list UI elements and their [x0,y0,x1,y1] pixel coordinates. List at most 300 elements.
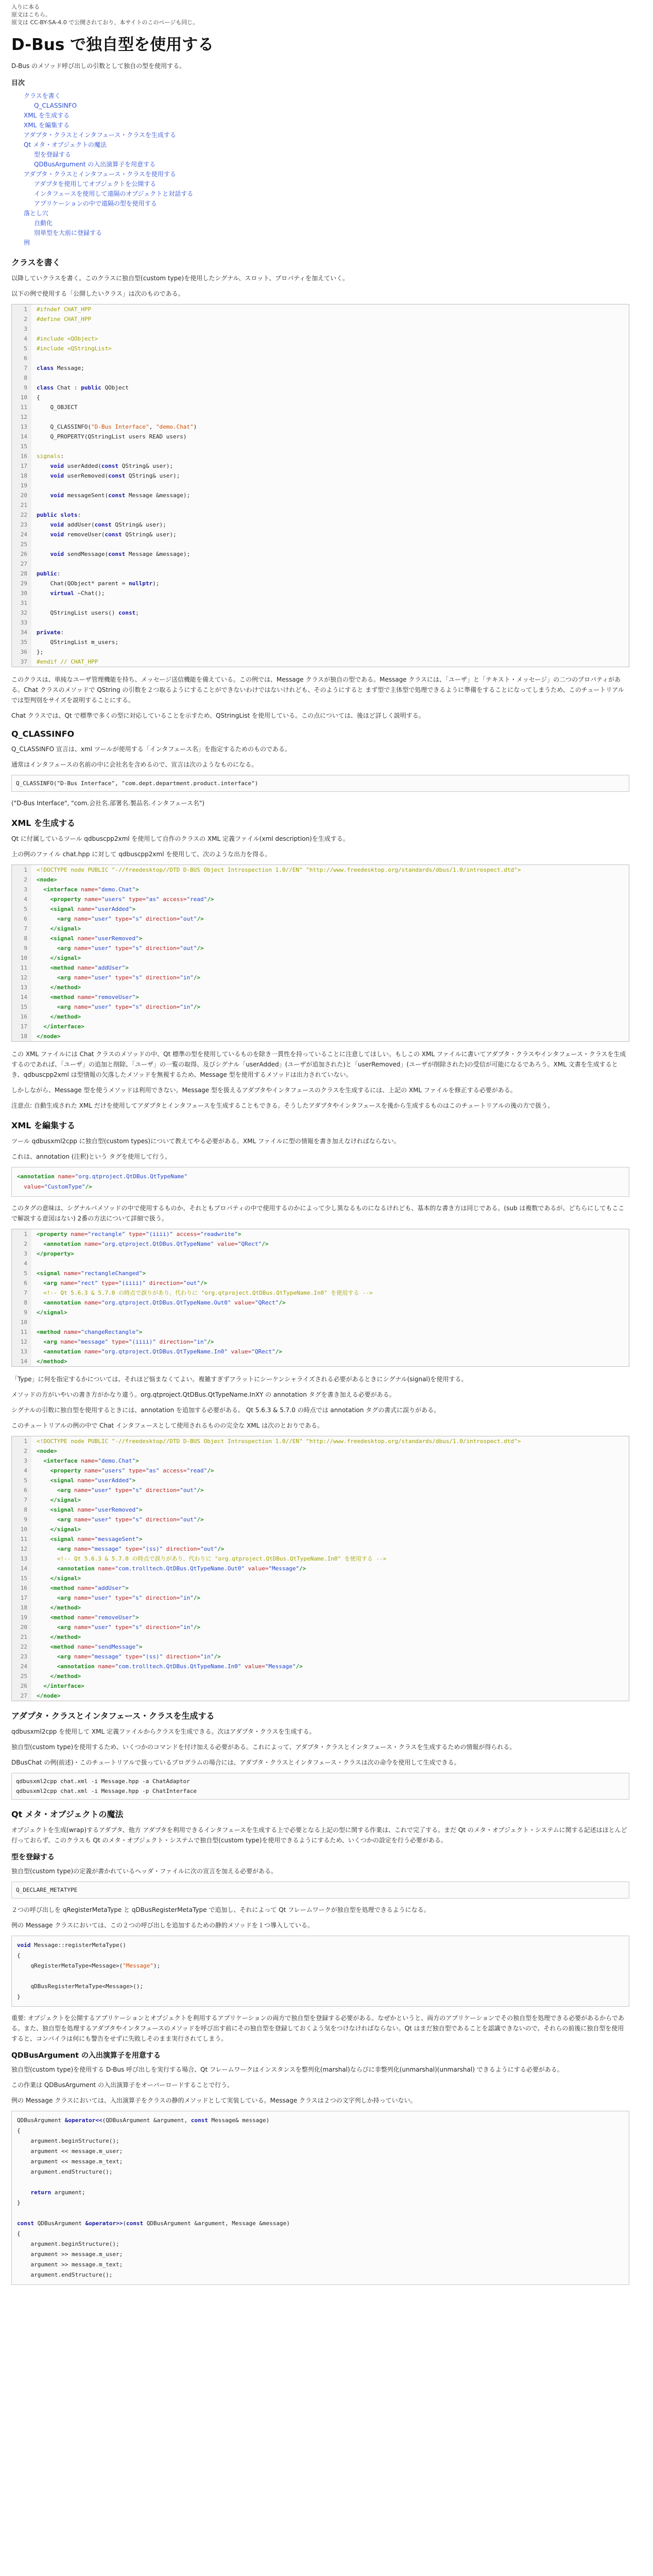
code-token: ); [153,1962,161,1969]
code-token: type= [115,1487,132,1494]
code-text [31,1544,521,1554]
code-token: "org.qtproject.QtDBus.QtTypeName" [101,1241,218,1247]
code-token: sendMessage( [67,551,109,557]
toc-link[interactable]: XML を編集する [24,122,70,129]
code-line [12,1327,373,1337]
code-token: </method> [37,1358,67,1365]
code-token: const [94,521,115,528]
code-token: <!DOCTYPE node PUBLIC "-//freedesktop//DTD D-BUS Object Introspection 1.0//EN" "http://www.freedesktop.org/standards/dbus/1.0/introspect.dtd"> [37,867,521,873]
code-token: <signal [37,935,78,942]
code-token: name= [81,1458,98,1464]
line-number: 14 [12,992,31,1002]
code-token: QDBusArgument [17,2117,65,2124]
line-number: 18 [12,471,31,481]
code-token: "com.trolltech.QtDBus.QtTypeName.In0" [115,1663,245,1670]
code-line [12,1031,521,1041]
code-token: "readwrite" [200,1231,238,1238]
code-token: <node> [37,876,57,883]
toc-link[interactable]: インタフェースを使用して遠隔のオブジェクトと対話する [34,190,194,197]
code-token: name= [77,1585,95,1591]
code-text [31,1622,521,1632]
code-token: /> [214,1653,221,1660]
code-token: name= [74,1487,91,1494]
code-token: "out" [180,1487,197,1494]
code-line [12,1524,521,1534]
code-line [12,608,197,618]
code-token: removeUser( [67,531,105,538]
code-token: Q_OBJECT [37,404,78,411]
code-line [17,2136,624,2146]
code-token: /> [200,1280,208,1286]
code-token: "out" [200,1546,218,1552]
code-token: "(ss)" [142,1653,166,1660]
line-number: 32 [12,608,31,618]
code-token: name= [74,1653,91,1660]
code-token: "s" [132,1516,146,1523]
code-line [12,363,197,373]
line-number: 10 [12,953,31,963]
toc-link[interactable]: アプリケーションの中で遠隔の型を使用する [34,200,157,207]
code-line [12,1456,521,1466]
code-token: "userAdded" [94,906,132,912]
line-number: 5 [12,1476,31,1485]
code-token: </method> [37,1673,81,1680]
code-line [12,579,197,588]
line-number: 25 [12,1671,31,1681]
code-text [31,1652,521,1662]
line-number: 4 [12,334,31,344]
paragraph: このタグの意味は、シグナルパメソッドの中で使用するものか、それともプロパティの中で使用するのかによって少し異なるものになるけれども、基本的な書き方は同じである。(sub は複数であるが、どちらにしてもここで解説する意図はない) 2番の方法について詳細で扱う。 [11,1205,625,1222]
code-token: /> [193,974,200,981]
paragraph: qdbusxml2cpp を使用して XML 定義ファイルからクラスを生成できる。次はアダプタ・クラスを生成する。 [11,1728,316,1735]
code-token: type= [101,1280,118,1286]
code-token: > [135,1458,139,1464]
line-number: 10 [12,1317,31,1327]
code-line [12,637,197,647]
section-heading: Q_CLASSINFO [11,729,75,739]
code-token: <signal [37,1270,64,1277]
line-number: 5 [12,344,31,353]
code-token: messageSent( [67,492,109,499]
code-block [11,1229,629,1367]
code-token: QObject [105,384,129,391]
code-token: , [149,423,156,430]
toc-link[interactable]: 型を登録する [34,151,72,158]
code-line [12,865,521,875]
code-token: "users" [101,1467,129,1474]
code-token: direction= [145,974,180,981]
code-token: <annotation [37,1348,84,1355]
code-token: "QRect" [251,1348,276,1355]
line-number: 24 [12,1662,31,1671]
line-number: 2 [12,1239,31,1249]
code-token: <arg [37,1653,74,1660]
code-token: const [126,2220,147,2227]
code-text [31,1466,521,1476]
section-heading: XML を生成する [11,818,76,828]
code-token: (QDBusArgument &argument, [102,2117,191,2124]
toc-link[interactable]: クラスを書く [24,92,61,99]
code-line [12,618,197,628]
code-line [12,657,197,667]
line-number: 13 [12,1554,31,1564]
code-token: <method [37,994,78,1001]
code-token: "Message" [268,1565,299,1572]
code-block [11,304,629,667]
code-line [12,1554,521,1564]
code-token: QString& user); [125,531,177,538]
line-number: 21 [12,500,31,510]
code-token: name= [60,1338,78,1345]
code-line [12,530,197,539]
code-token: type= [115,974,132,981]
code-line [12,904,521,914]
code-token: "userRemoved" [94,1506,139,1513]
code-line [12,1495,521,1505]
code-text [31,490,197,500]
code-token: void [50,492,67,499]
code-token: access= [163,896,187,903]
line-number: 7 [12,363,31,373]
code-token: name= [77,1643,95,1650]
code-text [31,963,521,973]
code-token: const [191,2117,212,2124]
line-number: 31 [12,598,31,608]
section-heading: クラスを書く [11,258,61,267]
code-token: > [132,1477,136,1484]
code-token: name= [74,1595,91,1601]
code-token: qDBusRegisterMetaType<Message>(); [17,1983,144,1990]
line-number: 11 [12,1327,31,1337]
code-text [31,885,521,894]
code-token: direction= [145,916,180,922]
code-token: type= [125,1653,143,1660]
code-token: "QRect" [254,1299,279,1306]
code-text [31,442,197,451]
code-text [31,1593,521,1603]
code-token: } [17,1993,21,2000]
code-token: name= [77,906,95,912]
code-block [11,1167,629,1197]
code-text [31,471,197,481]
line-number: 8 [12,1298,31,1308]
code-line [17,1981,624,1992]
line-number: 36 [12,647,31,657]
code-token: <signal [37,906,78,912]
line-number: 15 [12,1002,31,1012]
code-token: "out" [183,1280,200,1286]
code-line [12,628,197,637]
code-token [37,521,50,528]
toc-title: 目次 [11,79,25,87]
code-text [31,1632,521,1642]
code-token: type= [115,916,132,922]
code-text [31,894,521,904]
code-line [12,481,197,490]
code-line [12,1632,521,1642]
code-token: "s" [132,1487,146,1494]
code-line [12,982,521,992]
line-number: 20 [12,490,31,500]
code-text [31,344,197,353]
toc-link[interactable]: アダプタ・クラスとインタフェース・クラスを生成する [24,131,176,139]
code-text [31,1662,521,1671]
code-line [17,1971,624,1981]
code-token: name= [74,1516,91,1523]
line-number: 16 [12,451,31,461]
code-token: : [60,629,64,636]
code-token: /> [197,1516,204,1523]
code-text [31,1476,521,1485]
code-token: "read" [186,1467,208,1474]
code-line [12,393,197,402]
toc-link[interactable]: 自動化 [34,219,53,227]
code-token: "out" [180,916,197,922]
code-token: "rectangleChanged" [81,1270,143,1277]
code-token: QDBusArgument &argument, Message &message) [146,2220,290,2227]
code-token: argument; [54,2189,85,2196]
code-text [31,943,521,953]
code-line [17,2270,624,2280]
code-line [17,2249,624,2260]
code-line [17,1172,624,1182]
line-number: 21 [12,1632,31,1642]
code-token: <annotation [37,1241,84,1247]
code-token: <method [37,1614,78,1621]
paragraph: 独自型(custom type)の定義が書かれているヘッダ・ファイルに次の宣言を加える必要がある。 [11,1868,277,1875]
code-token: <node> [37,1448,57,1454]
code-token: > [132,906,136,912]
code-token: const [108,492,129,499]
paragraph: 注意点: 自動生成された XML だけを使用してアダプタとインタフェースを生成することもできる。そうしたアダプタやインタフェースを後から生成するものはこのチュートリアルの後の方で扱う。 [11,1102,554,1109]
code-token [37,492,50,499]
line-number: 22 [12,510,31,520]
paragraph: 「Type」に何を指定するかについては、それほど悩まなくてよい。複雑すぎずフラットにシーケンシャライズされる必要があるときにシグナル(signal)を使用する。 [11,1376,468,1383]
code-token: #ifndef CHAT_HPP [37,306,91,313]
code-token: "users" [101,896,129,903]
line-number: 3 [12,1249,31,1259]
code-line [12,1278,373,1288]
code-token: "message" [91,1653,126,1660]
code-token: "rectangle" [88,1231,129,1238]
line-number: 14 [12,1564,31,1573]
code-token: > [139,1643,143,1650]
code-token: </signal> [37,955,81,961]
code-token: "s" [132,916,146,922]
line-number: 35 [12,637,31,647]
toc-link[interactable]: Qt メタ・オブジェクトの魔法 [24,141,107,148]
top-note-line: 入りに本る [11,4,40,10]
code-token: : [60,453,64,460]
code-token: <property [37,1467,84,1474]
code-token: > [135,994,139,1001]
line-number: 6 [12,914,31,924]
code-token: ~Chat(); [77,590,105,597]
code-token: : [77,512,81,518]
code-token: name= [71,1231,88,1238]
code-text [31,934,521,943]
code-token: "demo.Chat" [156,423,194,430]
code-token: > [139,935,143,942]
line-number: 10 [12,393,31,402]
code-line [12,1652,521,1662]
code-token: <interface [37,1458,81,1464]
code-line [12,1534,521,1544]
paragraph: シグナルの引数に独自型を使用するときには、annotation を追加する必要がある。 Qt 5.6.3 & 5.7.0 の時点では annotation タグの書式に誤りがある。 [11,1406,440,1414]
line-number: 2 [12,314,31,324]
code-token: <!-- Qt 5.6.3 & 5.7.0 の時点で誤りがあり、代わりに "org.qtproject.QtDBus.QtTypeName.In0" を使用する --> [37,1290,373,1296]
code-text [31,1347,373,1357]
code-line [12,1446,521,1456]
code-text [31,1573,521,1583]
code-text [31,904,521,914]
code-line [12,412,197,422]
code-text [31,1583,521,1593]
paragraph: このクラスは、単純なユーザ管理機能を持ち、メッセージ送信機能を備えている。この例では、Message クラスが独自の型である。Message クラスには、「ユーザ」と「テキスト・メッセージ」の二つのプロパティがある。Chat クラスのメソッドで QString の引数を２つ取るようにすることができないわけではないけれども、そのようにすると まず型で主体型で処理できるように準備をすることになってしまうため、このチュートリアルでは型判別をサイズを説明することにする。 [11,676,624,704]
code-token: name= [98,1663,115,1670]
code-line [12,569,197,579]
line-number: 15 [12,1573,31,1583]
intro-paragraph: D-Bus のメソッド呼び出しの引数として独自の型を使用する。 [11,62,186,70]
code-text [31,1239,373,1249]
code-text [31,598,197,608]
code-text [31,1012,521,1022]
code-text [31,1642,521,1652]
code-token: const [108,472,129,479]
code-text [31,618,197,628]
code-text [31,432,197,442]
code-token: #define CHAT_HPP [37,316,91,323]
line-number: 12 [12,973,31,982]
code-token: > [237,1231,242,1238]
code-token: /> [85,1183,92,1190]
code-token: > [142,1270,146,1277]
code-token: direction= [166,1546,200,1552]
line-number: 1 [12,1436,31,1446]
code-token: name= [63,1329,81,1335]
code-token: void [50,472,67,479]
toc-link[interactable]: アダプタを使用してオブジェクトを公開する [34,180,157,188]
code-token: <arg [37,1280,61,1286]
code-line [17,2188,624,2198]
code-token: "in" [193,1338,208,1345]
code-text [31,657,197,667]
subsection-heading: 型を登録する [11,1853,55,1861]
paragraph: オブジェクトを生成(wrap)するアダプタ、他方 アダプタを利用できるインタフェースを生成する上で必要となる上記の型に関する作業は、これで完了する。まだ Qt のメタ・オブジェクト・システムに関する記述はほとんど行っておらず、このクラスも Qt のメタ・オブジェクト・システムで独自型(custom type)を使用できるようにするため、いくつかの設定を行う必要がある。 [11,1826,627,1844]
code-token: </signal> [37,1497,81,1503]
code-token: <annotation [37,1663,98,1670]
code-token: "user" [91,945,115,952]
code-token: const [17,2220,38,2227]
section-heading: アダプタ・クラスとインタフェース・クラスを生成する [11,1711,215,1721]
subsection-heading: QDBusArgument の入出演算子を用意する [11,2052,161,2060]
code-text [31,1288,373,1298]
toc-link[interactable]: アダプタ・クラスとインタフェース・クラスを使用する [24,171,176,178]
code-text [31,1603,521,1613]
code-line [12,1239,373,1249]
code-text [31,1554,521,1564]
code-token: "userAdded" [94,1477,132,1484]
code-text [31,588,197,598]
code-line [12,324,197,334]
code-token: /> [193,1595,200,1601]
line-number: 11 [12,1534,31,1544]
code-token: #include <QObject> [37,335,98,342]
paragraph: 独自型(custom type)を使用する D-Bus 呼び出しを実行する場合、Qt フレームワークはインスタンスを整列化(marshal)ならびに非整列化(unmarshal)(unmarshal) できるようにする必要がある。 [11,2066,563,2073]
code-token: <method [37,1643,78,1650]
line-number: 6 [12,1278,31,1288]
code-token: "(iiii)" [118,1280,149,1286]
code-token: value= [217,1241,238,1247]
code-line [17,2229,624,2239]
code-text [31,1495,521,1505]
code-text [31,383,197,393]
code-text [31,569,197,579]
line-number: 18 [12,1031,31,1041]
toc-link[interactable]: QDBusArgument の入出演算子を用意する [34,161,156,168]
code-token: { [17,2127,21,2134]
code-token: argument >> message.m_user; [17,2251,123,2258]
toc-link[interactable]: Q_CLASSINFO [34,102,77,109]
code-text [31,461,197,471]
code-line [17,1182,624,1192]
toc-link[interactable]: 例 [24,239,30,246]
line-number: 13 [12,1347,31,1357]
code-token: type= [128,1467,146,1474]
toc-link[interactable]: 別単型を大前に登録する [34,229,102,236]
code-token: <!-- Qt 5.6.3 & 5.7.0 の時点で誤りがあり、代わりに "org.qtproject.QtDBus.QtTypeName.In0" を使用する --> [37,1555,387,1562]
line-number: 3 [12,324,31,334]
code-token: direction= [145,1487,180,1494]
code-line [12,1544,521,1554]
line-number: 20 [12,1622,31,1632]
code-token: /> [197,945,204,952]
code-token: "messageSent" [94,1536,139,1543]
code-line [12,353,197,363]
code-line [17,2126,624,2136]
code-line [12,432,197,442]
code-token: </method> [37,1634,81,1640]
code-token: name= [77,935,95,942]
code-token: name= [74,1546,91,1552]
line-number: 25 [12,539,31,549]
code-token: "addUser" [94,964,126,971]
code-token: const [105,531,126,538]
toc-link[interactable]: XML を生成する [24,112,70,119]
code-token [37,463,50,469]
code-token: <signal [37,1477,78,1484]
code-line [12,885,521,894]
code-token: QStringList users() [37,609,118,616]
line-number: 12 [12,412,31,422]
toc-link[interactable]: 落とし穴 [24,210,49,217]
code-text [31,1229,373,1239]
code-token: /> [275,1348,282,1355]
code-token: Q_PROPERTY(QStringList users READ users) [37,433,187,440]
line-number: 2 [12,875,31,885]
code-token [17,1183,24,1190]
line-number: 2 [12,1446,31,1456]
code-text [31,451,197,461]
line-number: 17 [12,1593,31,1603]
code-line [12,875,521,885]
code-line [12,1002,521,1012]
line-number: 7 [12,1495,31,1505]
code-token: "D-Bus Interface" [91,423,149,430]
line-number: 4 [12,1466,31,1476]
code-text [31,539,197,549]
code-line [17,2177,624,2188]
